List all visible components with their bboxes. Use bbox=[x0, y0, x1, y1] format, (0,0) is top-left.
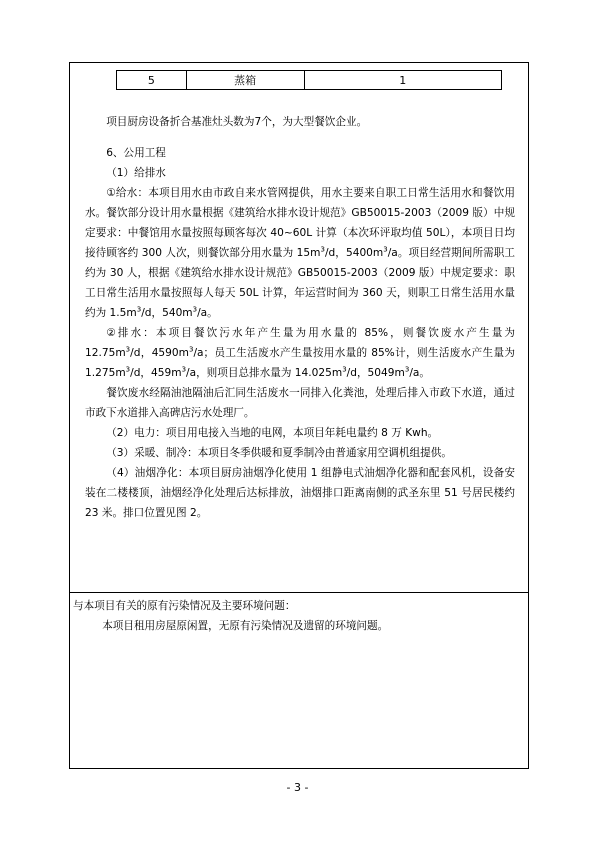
utilities-heading: 6、公用工程 bbox=[106, 147, 166, 159]
superscript: 3 bbox=[320, 245, 325, 254]
drain-text-2: /d，4590m bbox=[130, 347, 189, 359]
supply-text-5: /a。 bbox=[197, 307, 218, 319]
supply-text-2: /d，5400m bbox=[324, 247, 384, 259]
drain-text-5: /a，则项目总排水量为 14.025m bbox=[186, 367, 343, 379]
pollution-body: 本项目租用房屋原闲置，无原有污染情况及遗留的环境问题。 bbox=[102, 620, 389, 632]
water-heading: （1）给排水 bbox=[106, 167, 166, 179]
superscript: 3 bbox=[125, 365, 131, 374]
power-paragraph: （2）电力：项目用电接入当地的电网，本项目年耗电量约 8 万 Kwh。 bbox=[106, 427, 439, 439]
drain-text-7: /a。 bbox=[409, 367, 430, 379]
water-supply-paragraph bbox=[85, 183, 515, 323]
section-divider bbox=[69, 592, 529, 593]
summary-block bbox=[85, 112, 515, 132]
row-number: 5 bbox=[117, 71, 187, 90]
drain-text-1: ②排水：本项目餐饮污水年产生量为用水量的 85%，则餐饮废水产生量为 12.75m bbox=[85, 327, 515, 359]
equipment-name: 蒸箱 bbox=[186, 71, 304, 90]
superscript: 3 bbox=[404, 365, 410, 374]
table-row bbox=[117, 71, 502, 90]
superscript: 3 bbox=[383, 245, 388, 254]
superscript: 3 bbox=[192, 305, 198, 314]
superscript: 3 bbox=[136, 305, 142, 314]
equipment-count: 1 bbox=[304, 71, 501, 90]
superscript: 3 bbox=[181, 365, 187, 374]
supply-text-3: /a。项目经营期间所需职工约为 30 人，根据《建筑给水排水设计规范》GB50015-2003（2009 版）中规定要求：职工日常生活用水量按照每人每天 50L 计算，年运营时间为 360 天，则职工日常生活用水量约为 1.5m bbox=[85, 247, 516, 319]
superscript: 3 bbox=[188, 345, 194, 354]
equipment-table bbox=[116, 70, 502, 90]
summary-text: 项目厨房设备折合基准灶头数为7个，为大型餐饮企业。 bbox=[106, 116, 368, 128]
supply-text-4: /d，540m bbox=[141, 307, 193, 319]
wastewater-paragraph: 餐饮废水经隔油池隔油后汇同生活废水一同排入化粪池，处理后排入市政下水道，通过市政下水道排入高碑店污水处理厂。 bbox=[85, 387, 515, 419]
drain-text-4: /d，459m bbox=[130, 367, 182, 379]
pollution-title: 与本项目有关的原有污染情况及主要环境问题： bbox=[73, 600, 296, 612]
supply-text-1: ①给水：本项目用水由市政自来水管网提供，用水主要来自职工日常生活用水和餐饮用水。餐饮部分设计用水量根据《建筑给水排水设计规范》GB50015-2003（2009 版）中规定要求：中餐馆用水量按照每顾客每次 40~60L 计算（本次环评取均值 50L），本项目日均接待顾客约 300 人次，则餐饮部分用水量为 15m bbox=[85, 187, 515, 259]
drain-text-3: /a；员工生活废水产生量按用水量的 85%计，则生活废水产生量为 1.275m bbox=[85, 347, 515, 379]
utilities-section bbox=[85, 143, 515, 523]
drainage-paragraph bbox=[85, 323, 515, 383]
superscript: 3 bbox=[125, 345, 131, 354]
fume-paragraph: （4）油烟净化：本项目厨房油烟净化使用 1 组静电式油烟净化器和配套风机，设备安装在二楼楼顶，油烟经净化处理后达标排放，油烟排口距离南侧的武圣东里 51 号居民楼约 23 米。排口位置见图 2。 bbox=[85, 467, 515, 519]
drain-text-6: /d，5049m bbox=[346, 367, 405, 379]
page-number: - 3 - bbox=[286, 781, 309, 794]
superscript: 3 bbox=[342, 365, 347, 374]
hvac-paragraph: （3）采暖、制冷：本项目冬季供暖和夏季制冷由普通家用空调机组提供。 bbox=[106, 447, 452, 459]
pollution-section bbox=[73, 596, 525, 636]
